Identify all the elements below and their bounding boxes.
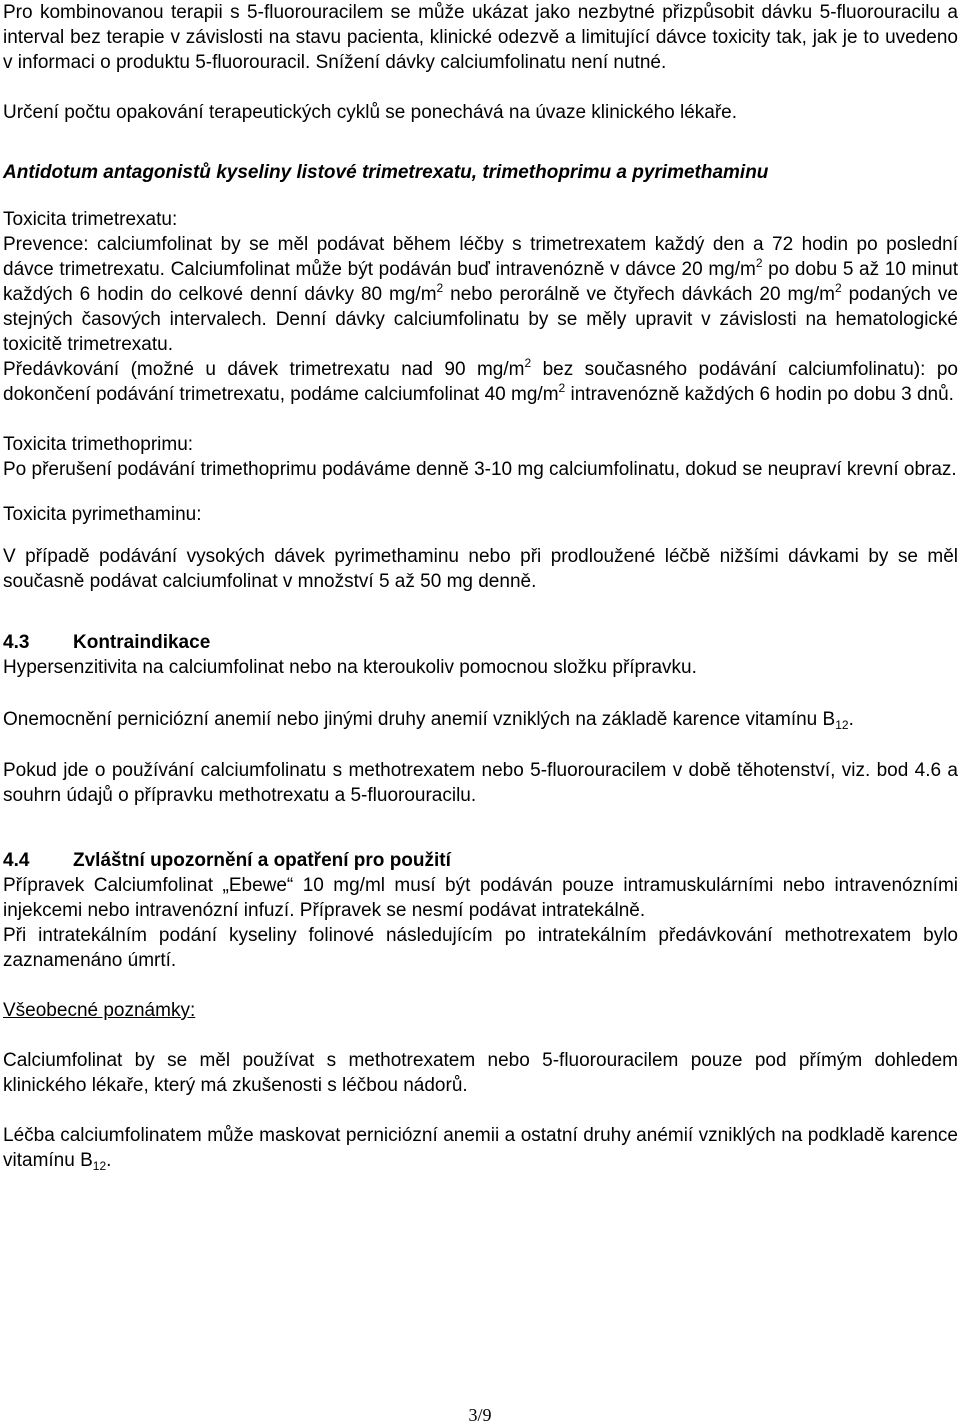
trimetrexate-label: Toxicita trimetrexatu: (3, 209, 178, 230)
section-4-4-title: Zvláštní upozornění a opatření pro použití (73, 850, 451, 871)
section-4-3-number: 4.3 (3, 632, 30, 653)
trimetrexate-prevention: Prevence: calciumfolinat by se měl podávat během léčby s trimetrexatem každý den a 72 hodin po poslední dávce trimetrexatu. Calciumfolinat může být podáván buď intravenózně v dávce 20 $mg/m^2$ po dobu 5 až 10 minut každých 6 hodin do celkové denní dávky 80 $mg/m^2$ nebo perorálně ve čtyřech dávkách 20 $mg/m^2$ podaných ve stejných časových intervalech. Denní dávky calciumfolinatu by se měly upravit v závislosti na hematologické toxicitě trimetrexatu. (3, 234, 958, 355)
document-page (3, 0, 958, 1173)
intro-paragraph-1: Pro kombinovanou terapii s 5-fluorouracilem se může ukázat jako nezbytné přizpůsobit dávku 5-fluorouracilu a interval bez terapie v závislosti na stavu pacienta, klinické odezvě a limitující dávce toxicity tak, jak je to uvedeno v informaci o produktu 5-fluorouracil. Snížení dávky calciumfolinatu není nutné. (3, 2, 958, 73)
contraindication-2: Onemocnění perniciózní anemií nebo jinými druhy anemií vzniklých na základě karence vitamínu $B_{12}$. (3, 709, 854, 732)
pyrimethamine-label: Toxicita pyrimethaminu: (3, 504, 202, 525)
intro-paragraph-2: Určení počtu opakování terapeutických cyklů se ponechává na úvaze klinického lékaře. (3, 102, 738, 123)
general-note-1: Calciumfolinat by se měl používat s methotrexatem nebo 5-fluorouracilem pouze pod přímým dohledem klinického lékaře, který má zkušenosti s léčbou nádorů. (3, 1050, 958, 1096)
trimethoprim-text: Po přerušení podávání trimethoprimu podáváme denně 3-10 mg calciumfolinatu, dokud se neupraví krevní obraz. (3, 459, 957, 480)
general-notes-label: Všeobecné poznámky: (3, 1000, 196, 1021)
general-note-2: Léčba calciumfolinatem může maskovat perniciózní anemii a ostatní druhy anémií vzniklých na podkladě karence vitamínu $B_{12}$. (3, 1125, 958, 1173)
antidote-heading: Antidotum antagonistů kyseliny listové trimetrexatu, trimethoprimu a pyrimethaminu (3, 162, 769, 183)
section-4-3-title: Kontraindikace (73, 632, 211, 653)
pyrimethamine-text: V případě podávání vysokých dávek pyrimethaminu nebo při prodloužené léčbě nižšími dávkami by se měl současně podávat calciumfolinat v množství 5 až 50 mg denně. (3, 546, 958, 592)
section-4-4-number: 4.4 (3, 850, 30, 871)
page-number: 3/9 (468, 1405, 492, 1425)
section-4-3-heading (3, 630, 958, 655)
warning-1: Přípravek Calciumfolinat „Ebewe“ 10 mg/ml musí být podáván pouze intramuskulárními nebo intravenózními injekcemi nebo intravenózní infuzí. Přípravek se nesmí podávat intratekálně. (3, 875, 958, 921)
section-4-4-heading (3, 848, 958, 873)
trimetrexate-overdose: Předávkování (možné u dávek trimetrexatu nad 90 $mg/m^2$ bez současného podávání calciumfolinatu): po dokončení podávání trimetrexatu, podáme calciumfolinat 40 $mg/m^2$ intravenózně každých 6 hodin po dobu 3 dnů. (3, 356, 958, 405)
contraindication-3: Pokud jde o používání calciumfolinatu s methotrexatem nebo 5-fluorouracilem v době těhotenství, viz. bod 4.6 a souhrn údajů o přípravku methotrexatu a 5-fluorouracilu. (3, 760, 958, 806)
contraindication-1: Hypersenzitivita na calciumfolinat nebo na kteroukoliv pomocnou složku přípravku. (3, 657, 697, 678)
trimethoprim-label: Toxicita trimethoprimu: (3, 434, 194, 455)
warning-2: Při intratekálním podání kyseliny folinové následujícím po intratekálním předávkování methotrexatem bylo zaznamenáno úmrtí. (3, 925, 958, 971)
